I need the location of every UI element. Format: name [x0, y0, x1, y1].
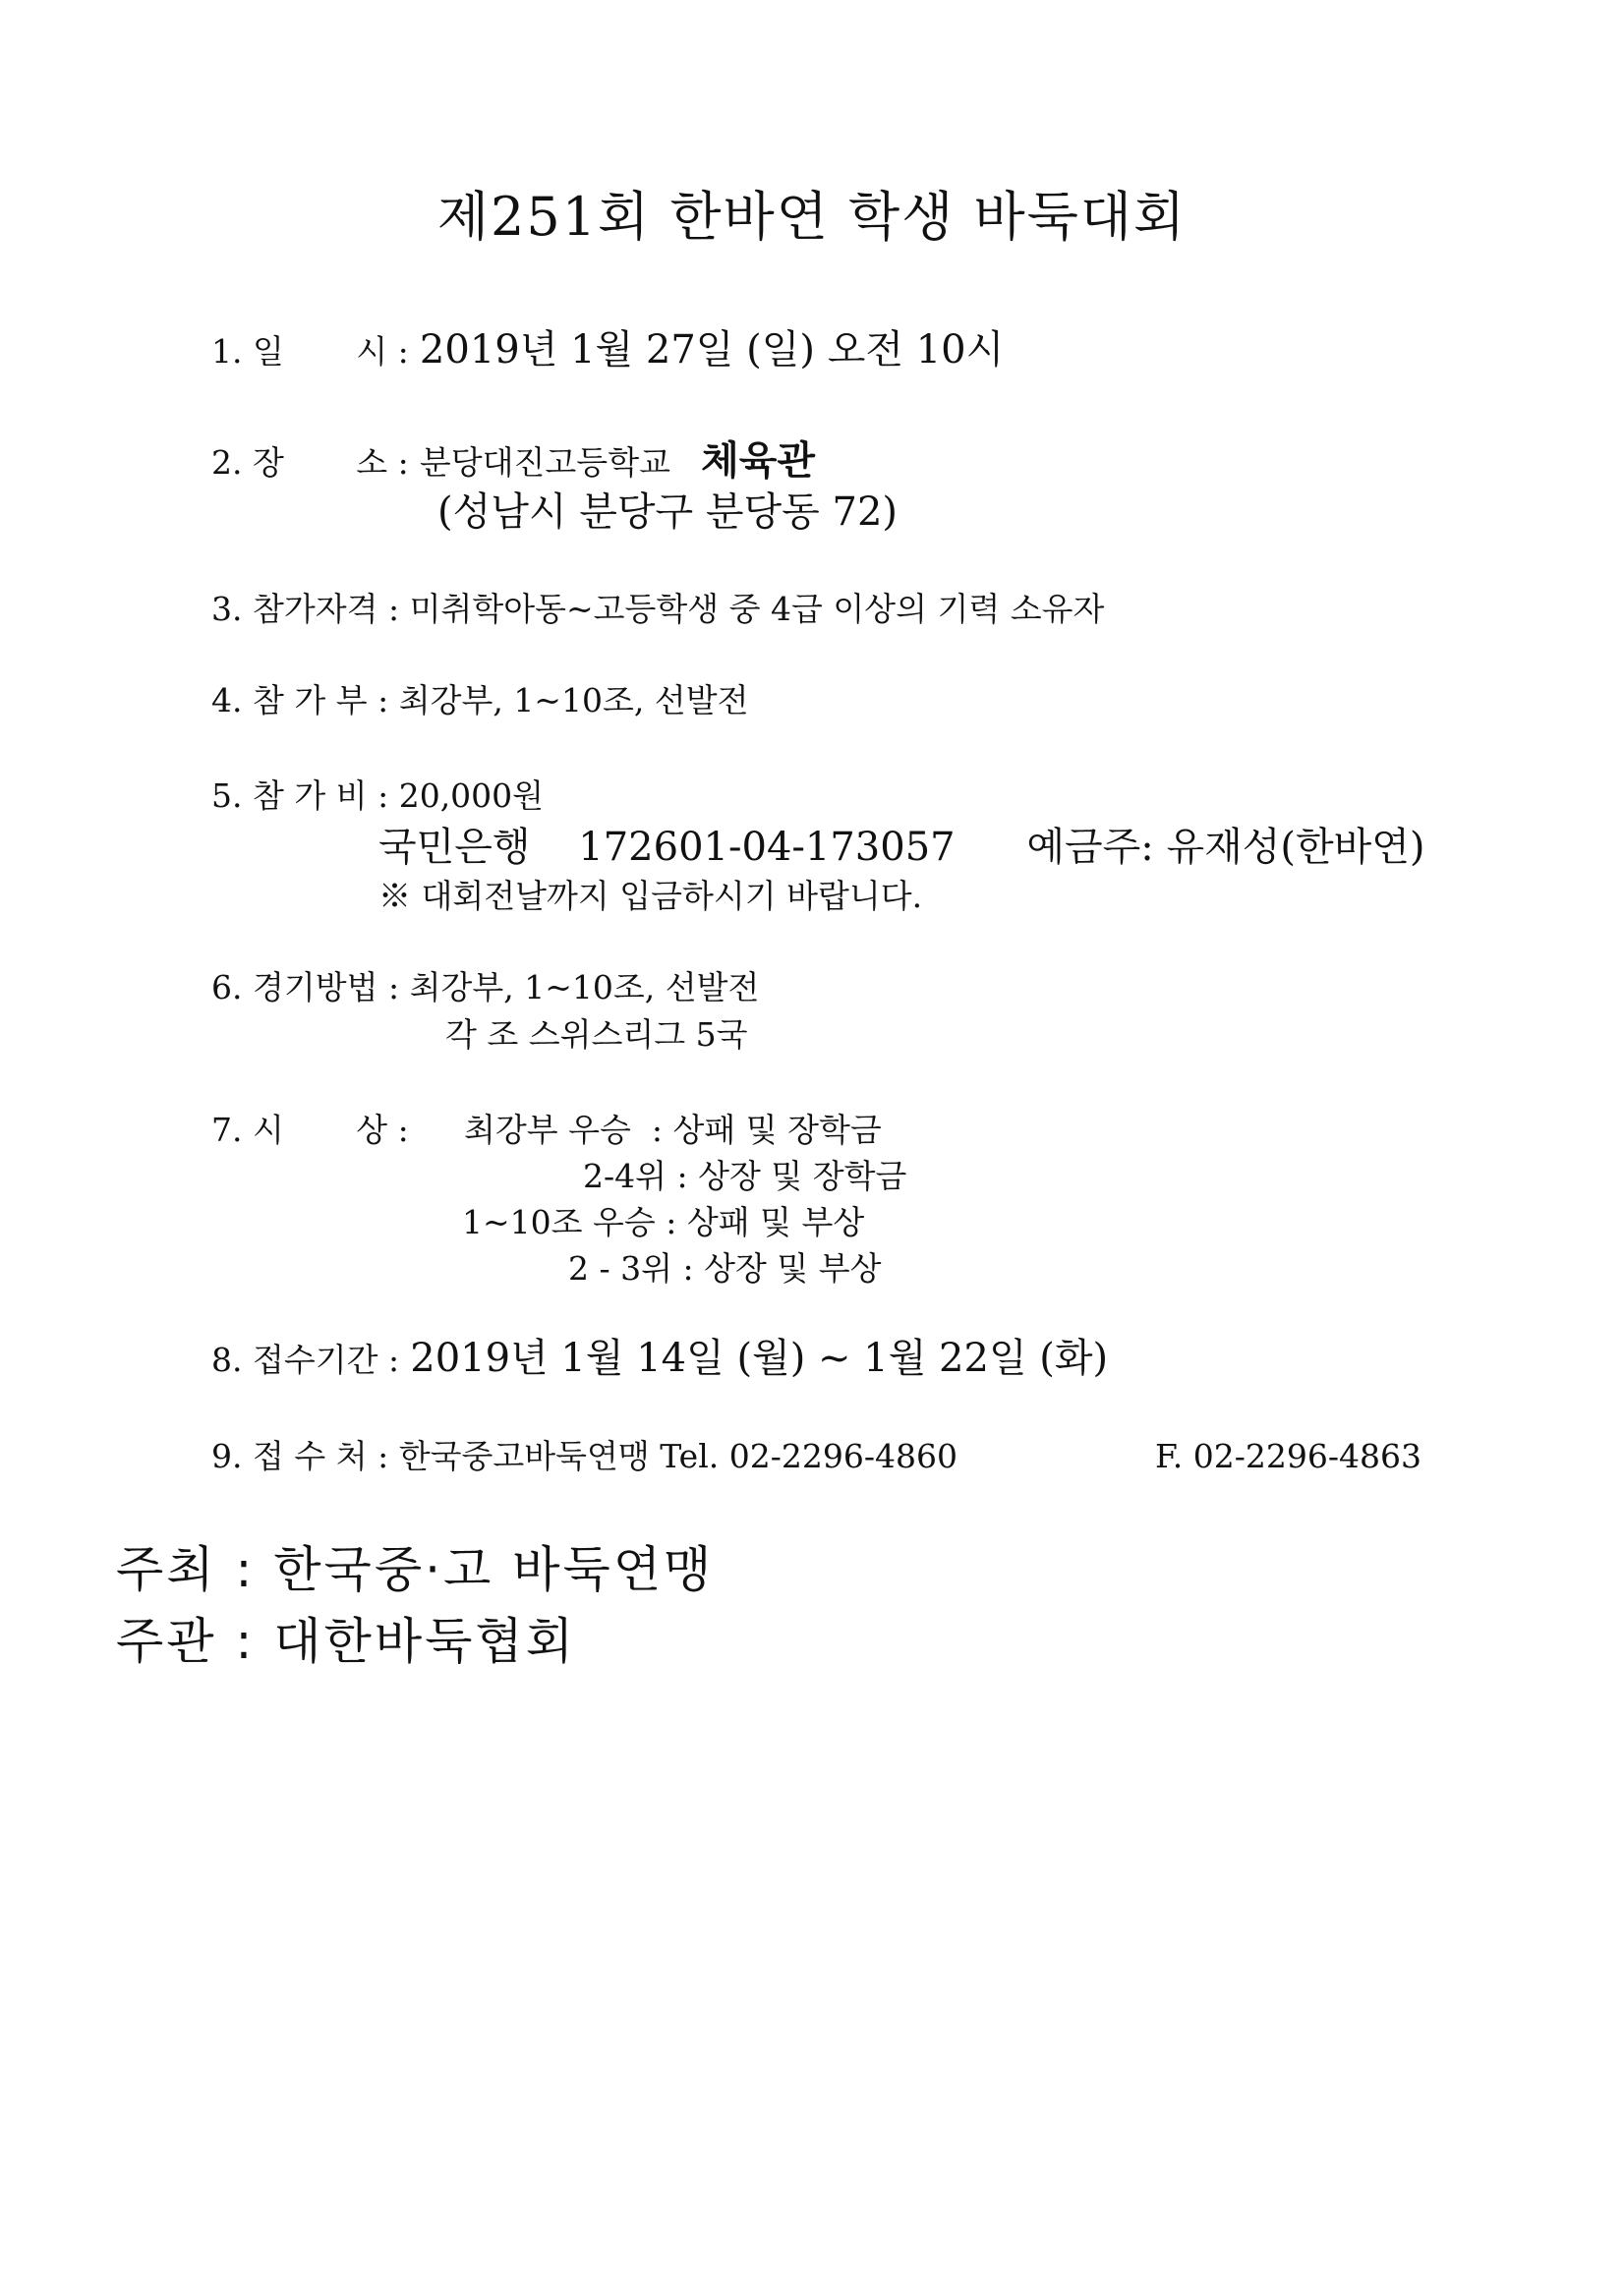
item-fee — [211, 776, 544, 816]
item-datetime-label: 1. 일 시 : — [211, 332, 409, 371]
item-contact — [211, 1437, 957, 1476]
item-awards-label: 7. 시 상 : — [211, 1111, 409, 1149]
award-rank: 2 - 3위 : — [568, 1249, 694, 1288]
item-registration-value: 2019년 1월 14일 (월) ~ 1월 22일 (화) — [410, 1336, 1109, 1381]
item-divisions — [211, 681, 748, 720]
item-fee-account: 172601-04-173057 — [578, 825, 956, 870]
award-prize: 상패 및 부상 — [686, 1203, 865, 1241]
item-method — [211, 968, 759, 1007]
item-registration-label: 8. 접수기간 : — [211, 1341, 400, 1379]
item-fee-bank-line — [378, 824, 1425, 871]
award-prize: 상패 및 장학금 — [672, 1111, 882, 1149]
award-row — [568, 1249, 881, 1289]
award-row — [462, 1203, 864, 1242]
item-datetime — [211, 326, 1004, 373]
item-eligibility-value: 미취학아동~고등학생 중 4급 이상의 기력 소유자 — [409, 590, 1105, 628]
item-contact-label: 9. 접 수 처 : — [211, 1437, 389, 1475]
item-fee-label: 5. 참 가 비 : — [211, 776, 389, 815]
award-prize: 상장 및 장학금 — [698, 1157, 907, 1195]
item-venue-value: 분당대진고등학교 — [419, 443, 670, 482]
item-fee-holder: 예금주: 유재성(한바연) — [1026, 825, 1425, 870]
item-venue-label: 2. 장 소 : — [211, 443, 409, 482]
item-contact-fax: F. 02-2296-4863 — [1155, 1437, 1421, 1475]
award-rank: 2-4위 : — [583, 1157, 688, 1195]
item-eligibility — [211, 590, 1104, 629]
item-divisions-value: 최강부, 1~10조, 선발전 — [398, 681, 749, 719]
item-divisions-label: 4. 참 가 부 : — [211, 681, 389, 719]
document-title: 제251회 한바연 학생 바둑대회 — [436, 186, 1188, 248]
item-method-detail: 각 조 스위스리그 5국 — [445, 1015, 748, 1054]
item-registration — [211, 1335, 1108, 1382]
item-awards — [211, 1111, 409, 1150]
award-rank: 1~10조 우승 : — [462, 1203, 677, 1241]
item-fee-note: ※ 대회전날까지 입금하시기 바랍니다. — [378, 877, 923, 915]
item-contact-value: 한국중고바둑연맹 Tel. 02-2296-4860 — [398, 1437, 957, 1475]
award-prize: 상장 및 부상 — [704, 1249, 882, 1288]
award-rank: 최강부 우승 : — [464, 1111, 663, 1149]
award-row — [464, 1111, 882, 1150]
item-method-value: 최강부, 1~10조, 선발전 — [409, 968, 760, 1006]
item-fee-value: 20,000원 — [398, 776, 545, 815]
item-fee-bank: 국민은행 — [378, 825, 531, 870]
organizer-line: 주관 : 대한바둑협회 — [116, 1613, 577, 1670]
item-venue-value-bold: 체육관 — [701, 437, 816, 484]
item-venue — [211, 437, 815, 485]
item-venue-address: (성남시 분당구 분당동 72) — [437, 489, 899, 535]
item-datetime-value: 2019년 1월 27일 (일) 오전 10시 — [419, 327, 1005, 373]
award-row — [583, 1157, 906, 1196]
item-method-label: 6. 경기방법 : — [211, 968, 400, 1006]
host-line: 주최 : 한국중·고 바둑연맹 — [116, 1541, 715, 1598]
item-eligibility-label: 3. 참가자격 : — [211, 590, 400, 628]
